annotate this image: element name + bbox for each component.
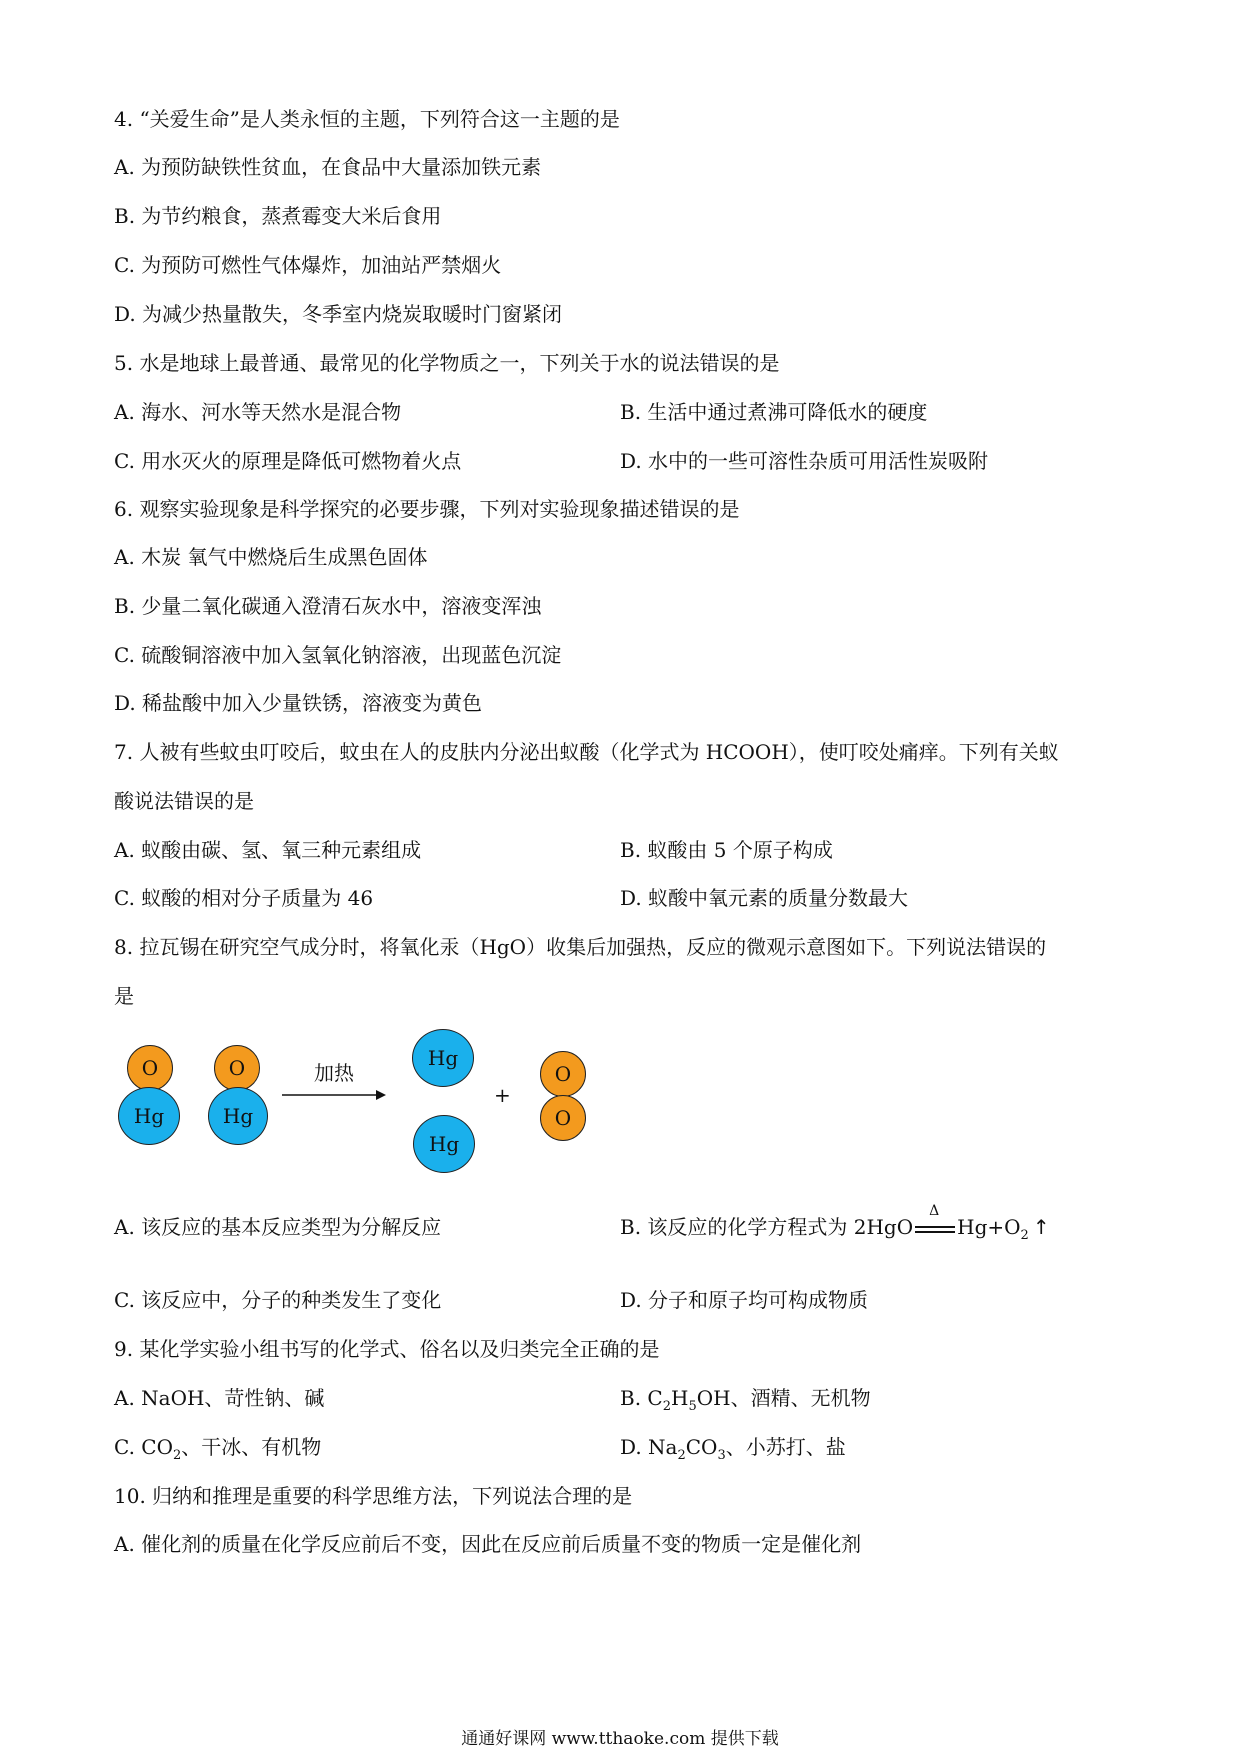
q6-stem: 6. 观察实验现象是科学探究的必要步骤，下列对实验现象描述错误的是 xyxy=(114,497,740,521)
q6-option-a: A. 木炭 氧气中燃烧后生成黑色固体 xyxy=(114,545,428,569)
q10-option-a: A. 催化剂的质量在化学反应前后不变，因此在反应前后质量不变的物质一定是催化剂 xyxy=(114,1532,862,1556)
oxygen-atom: O xyxy=(214,1045,260,1091)
q8-option-b-prefix: B. 该反应的化学方程式为 2HgO xyxy=(620,1215,914,1239)
q8-stem-line2: 是 xyxy=(114,984,134,1008)
q9-option-b xyxy=(620,1384,871,1421)
q7-stem-line2: 酸说法错误的是 xyxy=(114,789,254,813)
reaction-micro-diagram xyxy=(110,1035,630,1175)
q5-option-b: B. 生活中通过煮沸可降低水的硬度 xyxy=(620,400,928,424)
q8-option-b-subscript: 2 xyxy=(1020,1228,1029,1243)
oxygen-atom: O xyxy=(127,1045,173,1091)
reaction-condition-label: 加热 xyxy=(314,1061,354,1085)
q9-c-part: 、干冰、有机物 xyxy=(181,1435,322,1459)
q9-d-part: 、小苏打、盐 xyxy=(725,1435,846,1459)
q9-b-subscript: 2 xyxy=(662,1399,671,1414)
q5-stem: 5. 水是地球上最普通、最常见的化学物质之一，下列关于水的说法错误的是 xyxy=(114,351,780,375)
reaction-arrow-icon xyxy=(282,1089,388,1101)
q9-b-part: B. C xyxy=(620,1386,663,1410)
q9-option-d xyxy=(620,1433,846,1470)
oxygen-atom: O xyxy=(540,1095,586,1141)
mercury-atom: Hg xyxy=(413,1115,475,1173)
gas-arrow-icon: ↑ xyxy=(1032,1215,1050,1239)
q6-option-c: C. 硫酸铜溶液中加入氢氧化钠溶液，出现蓝色沉淀 xyxy=(114,643,562,667)
q8-option-a: A. 该反应的基本反应类型为分解反应 xyxy=(114,1215,442,1239)
q5-option-a: A. 海水、河水等天然水是混合物 xyxy=(114,400,402,424)
q8-option-b-products: Hg+O xyxy=(957,1215,1021,1239)
delta-symbol: Δ xyxy=(929,1202,940,1219)
q9-d-subscript: 2 xyxy=(677,1448,686,1463)
q8-option-c: C. 该反应中，分子的种类发生了变化 xyxy=(114,1288,442,1312)
mercury-atom: Hg xyxy=(412,1029,474,1087)
oxygen-atom: O xyxy=(540,1051,586,1097)
q9-b-part: OH、酒精、无机物 xyxy=(696,1386,871,1410)
q7-option-c: C. 蚁酸的相对分子质量为 46 xyxy=(114,886,374,910)
q7-stem-line1: 7. 人被有些蚊虫叮咬后，蚊虫在人的皮肤内分泌出蚁酸（化学式为 HCOOH），使叮咬处痛痒。下列有关蚁 xyxy=(114,740,1059,764)
q6-option-d: D. 稀盐酸中加入少量铁锈，溶液变为黄色 xyxy=(114,691,483,715)
q7-option-b: B. 蚁酸由 5 个原子构成 xyxy=(620,838,833,862)
page-footer: 通通好课网 www.tthaoke.com 提供下载 xyxy=(461,1729,779,1749)
q8-stem-line1: 8. 拉瓦锡在研究空气成分时，将氧化汞（HgO）收集后加强热，反应的微观示意图如下。下列说法错误的 xyxy=(114,935,1047,959)
mercury-atom: Hg xyxy=(208,1087,268,1145)
q9-c-part: C. CO xyxy=(114,1435,174,1459)
q5-option-c: C. 用水灭火的原理是降低可燃物着火点 xyxy=(114,449,462,473)
q9-d-part: D. Na xyxy=(620,1435,678,1459)
q5-option-d: D. 水中的一些可溶性杂质可用活性炭吸附 xyxy=(620,449,989,473)
q9-b-part: H xyxy=(671,1386,689,1410)
q8-option-d: D. 分子和原子均可构成物质 xyxy=(620,1288,869,1312)
q9-c-subscript: 2 xyxy=(173,1448,182,1463)
q4-option-d: D. 为减少热量散失，冬季室内烧炭取暖时门窗紧闭 xyxy=(114,302,563,326)
q8-option-b xyxy=(620,1202,1050,1250)
q4-option-b: B. 为节约粮食，蒸煮霉变大米后食用 xyxy=(114,204,442,228)
q9-stem: 9. 某化学实验小组书写的化学式、俗名以及归类完全正确的是 xyxy=(114,1337,660,1361)
q9-d-subscript: 3 xyxy=(717,1448,726,1463)
q9-option-c xyxy=(114,1433,321,1470)
q6-option-b: B. 少量二氧化碳通入澄清石灰水中，溶液变浑浊 xyxy=(114,594,542,618)
q9-d-part: CO xyxy=(685,1435,718,1459)
plus-sign: + xyxy=(494,1083,511,1107)
q4-stem: 4. “关爱生命”是人类永恒的主题，下列符合这一主题的是 xyxy=(114,107,620,131)
q4-option-a: A. 为预防缺铁性贫血，在食品中大量添加铁元素 xyxy=(114,155,542,179)
q4-option-c: C. 为预防可燃性气体爆炸，加油站严禁烟火 xyxy=(114,253,502,277)
q10-stem: 10. 归纳和推理是重要的科学思维方法，下列说法合理的是 xyxy=(114,1484,633,1508)
q7-option-a: A. 蚁酸由碳、氢、氧三种元素组成 xyxy=(114,838,422,862)
mercury-atom: Hg xyxy=(118,1087,180,1145)
heating-condition-equals xyxy=(913,1202,957,1243)
q7-option-d: D. 蚁酸中氧元素的质量分数最大 xyxy=(620,886,909,910)
q9-b-subscript: 5 xyxy=(688,1399,697,1414)
q9-option-a: A. NaOH、苛性钠、碱 xyxy=(114,1386,325,1410)
